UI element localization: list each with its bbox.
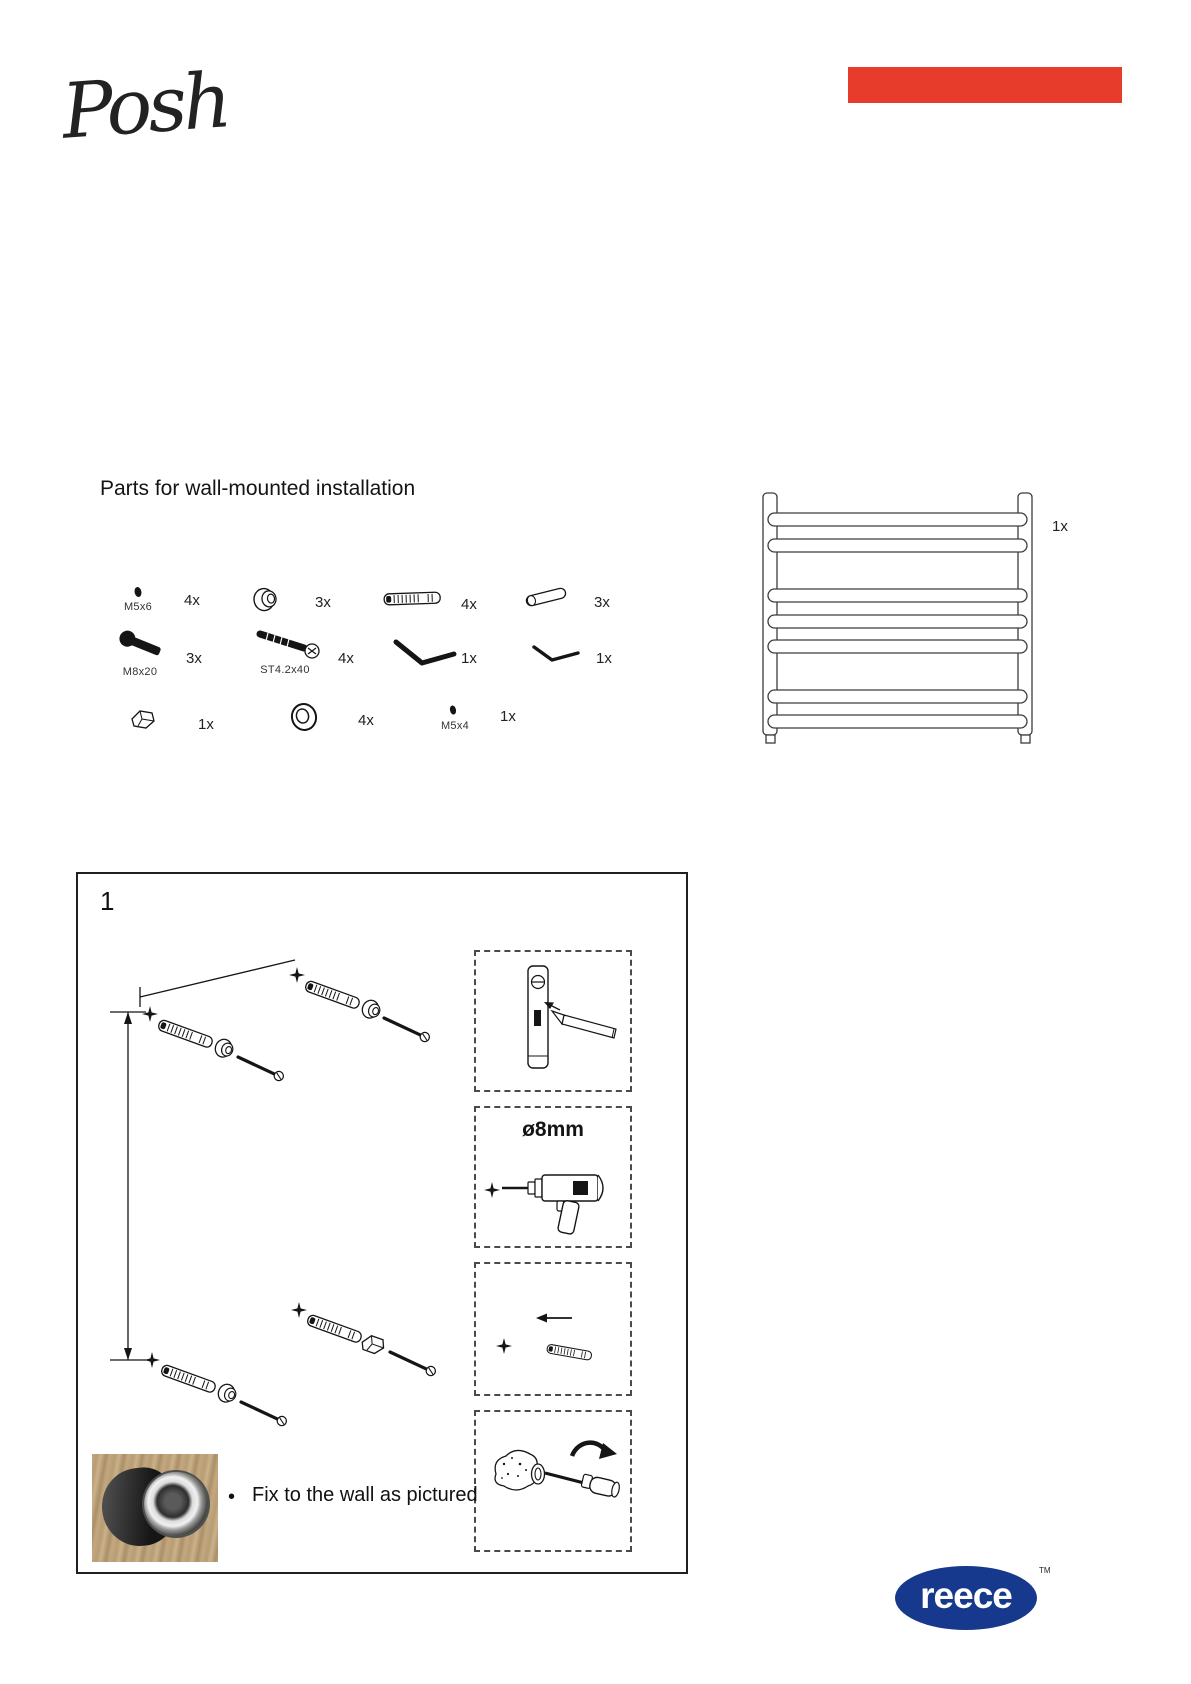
towel-rail-diagram: [750, 485, 1045, 753]
part-label: M5x6: [123, 601, 153, 613]
screw-icon: [388, 1348, 437, 1377]
part-qty: 4x: [461, 596, 477, 613]
rail-bar: [768, 715, 1027, 728]
screwdriver-diagram: [476, 1412, 630, 1550]
spacer-ring: [144, 1472, 208, 1536]
threaded-insert-icon: [216, 1382, 239, 1405]
part-label: M5x4: [440, 720, 470, 732]
allen-key-large-icon: [392, 636, 460, 672]
bracket-pencil-diagram: [476, 952, 630, 1090]
part-qty: 4x: [358, 712, 374, 729]
pencil-icon: [552, 1011, 616, 1038]
spacer-photo: [92, 1454, 218, 1562]
product-qty: 1x: [1052, 518, 1068, 535]
reece-trademark: TM: [1039, 1566, 1051, 1575]
allen-key-small-icon: [530, 642, 584, 668]
threaded-insert-icon: [252, 585, 290, 613]
screw-icon: [239, 1398, 288, 1427]
wall-hole: [495, 1450, 537, 1490]
washer-ring-icon: [288, 700, 322, 734]
grub-screw-icon: [130, 584, 146, 600]
part-label: M8x20: [122, 666, 158, 678]
button-bolt-icon: [116, 630, 172, 666]
rail-bar: [768, 640, 1027, 653]
drill-diameter-label: ø8mm: [522, 1118, 584, 1141]
wall-plug-icon: [382, 590, 442, 608]
substep-drill: [474, 1106, 632, 1248]
wall-plug-icon: [306, 1314, 362, 1343]
parts-heading: Parts for wall-mounted installation: [100, 477, 416, 500]
mounting-clip-icon: [128, 706, 162, 734]
rail-bar: [768, 513, 1027, 526]
drill-mark-star-icon: [142, 1006, 158, 1022]
self-tapping-screw-icon: [254, 626, 328, 664]
reece-logo-text: reece: [920, 1574, 1012, 1616]
part-qty: 3x: [594, 594, 610, 611]
spacer-pin-icon: [522, 585, 570, 609]
insert-plug-diagram: [476, 1264, 630, 1394]
part-qty: 3x: [315, 594, 331, 611]
rail-bar: [768, 615, 1027, 628]
drill-icon: [476, 1144, 630, 1244]
rail-bar: [768, 690, 1027, 703]
note-text: Fix to the wall as pictured: [252, 1484, 478, 1506]
part-qty: 3x: [186, 650, 202, 667]
leader-line: [140, 960, 295, 997]
part-qty: 1x: [198, 716, 214, 733]
step-number: 1: [100, 886, 115, 916]
reece-logo: [895, 1566, 1037, 1630]
part-qty: 4x: [338, 650, 354, 667]
mounting-clip-icon: [361, 1334, 386, 1355]
wall-plug-icon: [160, 1364, 216, 1393]
substep-mark-holes: [474, 950, 632, 1092]
drill-mark-star-icon: [291, 1302, 307, 1318]
grub-screw-small-icon: [446, 702, 460, 718]
substep-insert-plug: [474, 1262, 632, 1396]
screwdriver-handle: [588, 1476, 620, 1498]
rail-bar: [768, 539, 1027, 552]
posh-logo: Posh: [59, 55, 231, 156]
drill-mark-star-icon: [289, 967, 305, 983]
note-bullet: •: [228, 1486, 236, 1508]
wall-plug-icon: [157, 1019, 213, 1048]
wall-plug-icon: [304, 980, 360, 1009]
part-qty: 1x: [461, 650, 477, 667]
substep-screwdriver: [474, 1410, 632, 1552]
part-label: ST4.2x40: [260, 664, 310, 676]
rail-bar: [768, 589, 1027, 602]
bracket-slot: [534, 1010, 541, 1026]
screw-icon: [236, 1053, 285, 1082]
part-qty: 1x: [500, 708, 516, 725]
wall-marking-diagram: [86, 900, 468, 1460]
screw-icon: [382, 1014, 431, 1043]
step-1-box: [76, 872, 688, 1574]
part-qty: 1x: [596, 650, 612, 667]
drill-mark-star-icon: [144, 1352, 160, 1368]
red-banner: [848, 67, 1122, 103]
threaded-insert-icon: [360, 998, 383, 1021]
part-qty: 4x: [184, 592, 200, 609]
threaded-insert-icon: [213, 1037, 236, 1060]
